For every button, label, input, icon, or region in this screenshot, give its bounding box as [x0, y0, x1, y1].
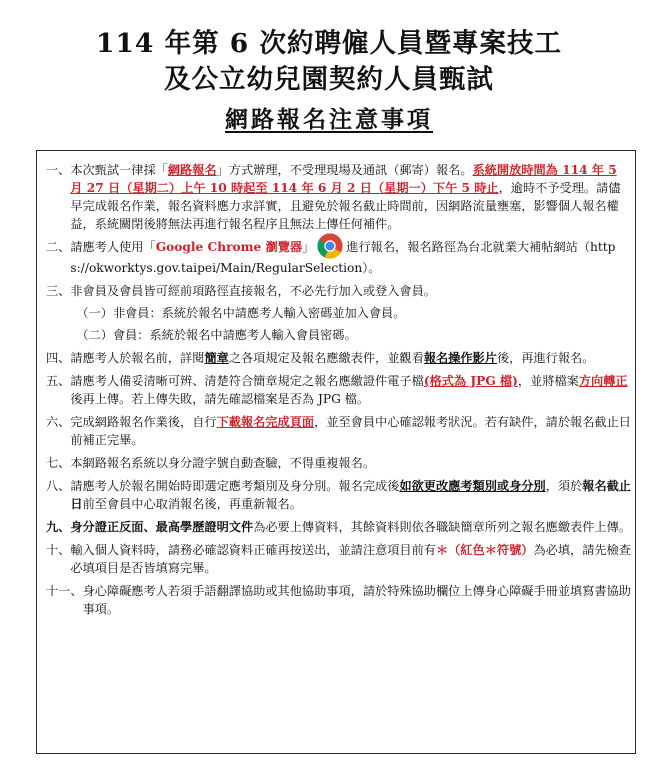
item-number: 十一、: [46, 584, 83, 598]
notice-item-10: [46, 541, 632, 577]
text-run: 請應考人於報名開始時即選定應考類別及身分別。報名完成後: [70, 479, 400, 493]
item-text: [70, 238, 632, 277]
text-run: 之各項規定及報名應繳表件，並觀看: [228, 351, 424, 365]
notice-item-11: [46, 582, 632, 618]
chrome-icon: [317, 233, 343, 259]
text-run: ，並將檔案: [517, 374, 579, 388]
text-run: ，並至會員中心確認報考狀況。若有缺件，請於報名截止日前補正完畢。: [70, 415, 631, 447]
item-text: [70, 477, 632, 513]
item-number: 七、: [46, 456, 71, 470]
text-run: 為必要上傳資料，其餘資料則依各職缺簡章所列之報名應繳表件上傳。: [253, 520, 631, 534]
notice-item-5: [46, 372, 632, 408]
text-run: ，逾時不予受理。請儘早完成報名作業，報名資料應力求詳實，且避免於報名截止時間前，因網路流量壅塞，影響個人報名權益，系統關閉後將無法再進行報名程序且無法上傳任何補件。: [70, 181, 621, 231]
item-number: 四、: [46, 351, 71, 365]
notice-item-7: [46, 454, 632, 472]
notice-item-2: [46, 238, 632, 277]
emphasis-browser: Google Chrome 瀏覽器: [155, 240, 303, 254]
emphasis-tutorial-video: 報名操作影片: [423, 351, 497, 365]
notice-item-9: [46, 518, 632, 536]
notice-item-6: [46, 413, 632, 449]
item-number: 五、: [46, 374, 71, 388]
text-run: 請應考人使用「: [70, 240, 156, 254]
item-text: [70, 349, 632, 367]
emphasis-change-category: 如欲更改應考類別或身分別: [399, 479, 546, 493]
text-run: 後，再進行報名。: [496, 351, 595, 365]
emphasis-deadline: 報名截止日: [70, 479, 631, 511]
notice-item-3: [46, 282, 632, 344]
page-title-line2: 及公立幼兒園契約人員甄試: [164, 64, 494, 95]
emphasis-jpg-format: (格式為 JPG 檔): [423, 374, 518, 388]
text-run: 為必填，請先檢查必填項目是否皆填寫完畢。: [70, 543, 631, 575]
emphasis-red-asterisk: ＊（紅色＊符號）: [436, 543, 534, 557]
notice-list: [46, 161, 632, 623]
sub-item-member: （二）會員：系統於報名中請應考人輸入會員密碼。: [76, 328, 357, 342]
emphasis-download-confirmation: 下載報名完成頁面: [216, 415, 315, 429]
text-run: 後再上傳。若上傳失敗，請先確認檔案是否為 JPG 檔。: [70, 392, 370, 406]
emphasis-rotate-upright: 方向轉正: [578, 374, 628, 388]
emphasis-brochure: 簡章: [204, 351, 229, 365]
item-number: 三、: [46, 284, 71, 298]
item-number: 八、: [46, 479, 71, 493]
page-subtitle: 網路報名注意事項: [225, 106, 433, 133]
emphasis-signup-period: 系統開放時間為 114 年 5 月 27 日（星期二）上午 10 時起至 114 年 6 月 2 日（星期一）下午 5 時止: [70, 163, 617, 195]
page-title-line1: 114 年第 6 次約聘僱人員暨專案技工: [96, 28, 562, 59]
notice-item-8: [46, 477, 632, 513]
title-block: [0, 26, 658, 135]
text-run: 非會員及會員皆可經前項路徑直接報名，不必先行加入或登入會員。: [70, 284, 436, 298]
text-run: 本次甄試一律採「: [70, 163, 168, 177]
item-text: [70, 541, 632, 577]
text-run: 前至會員中心取消報名後，再重新報名。: [82, 497, 302, 511]
text-run: ，須於: [545, 479, 583, 493]
text-run: 完成網路報名作業後，自行: [70, 415, 217, 429]
item-number: 一、: [46, 163, 71, 177]
notice-item-1: [46, 161, 632, 233]
emphasis-online-signup: 網路報名: [167, 163, 217, 177]
sub-item-non-member: （一）非會員：系統於報名中請應考人輸入密碼並加入會員。: [76, 306, 406, 320]
item-number: 十、: [46, 543, 71, 557]
text-run: 請應考人備妥清晰可辨、清楚符合簡章規定之報名應繳證件電子檔: [70, 374, 424, 388]
text-run: 」方式辦理，不受理現場及通訊（郵寄）報名。: [216, 163, 473, 177]
item-number: 九、: [46, 520, 71, 534]
text-run: 請應考人於報名前，詳閱: [70, 351, 205, 365]
emphasis-required-docs: 身分證正反面、最高學歷證明文件: [70, 520, 254, 534]
item-number: 六、: [46, 415, 71, 429]
item-text: [70, 282, 632, 344]
item-text: [70, 413, 632, 449]
item-text: [70, 161, 632, 233]
item-text: 本網路報名系統以身分證字號自動查驗，不得重複報名。: [70, 456, 376, 470]
item-text: [70, 518, 632, 536]
text-run: 輸入個人資料時，請務必確認資料正確再按送出，並請注意項目前有: [70, 543, 436, 557]
text-run: 」: [302, 240, 315, 254]
item-text: [70, 372, 632, 408]
item-number: 二、: [46, 240, 71, 254]
item-text: 身心障礙應考人若須手語翻譯協助或其他協助事項，請於特殊協助欄位上傳身心障礙手冊並填寫書協助事項。: [82, 584, 631, 616]
notice-item-4: [46, 349, 632, 367]
text-run-url: 進行報名，報名路徑為台北就業大補帖網站（https://okworktys.gov.taipei/Main/RegularSelection）。: [70, 240, 616, 275]
